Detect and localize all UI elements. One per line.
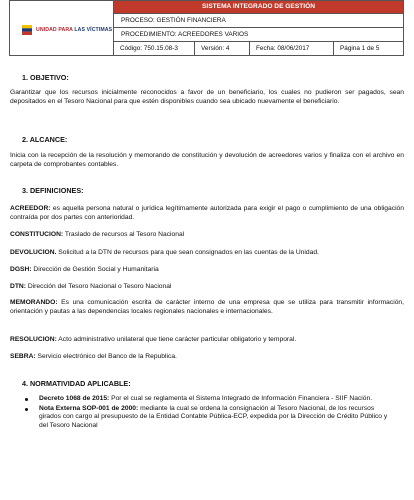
document-version: Versión: 4 <box>194 42 249 55</box>
norm-text: mediante la cual se ordena la consignación al Tesoro Nacional, de los recursos girados con cargo al presupuesto de la Entidad Contable Pública-ECP, expedida por la Dirección de Crédito Público y del Tesoro Nacional <box>39 404 388 429</box>
logo-text <box>36 27 112 33</box>
section-text-objetivo: Garantizar que los recursos inicialmente reconocidos a favor de un beneficiario, los cuales no pudieron ser pagados, sean depositados en el Tesoro Nacional para que estén disponibles cuando sea ubicado nuevamente el beneficiario. <box>10 89 404 105</box>
definition-item <box>10 353 404 362</box>
section-heading-alcance: 2. ALCANCE: <box>22 135 68 144</box>
system-title: SISTEMA INTEGRADO DE GESTIÓN <box>114 1 403 13</box>
section-heading-normatividad: 4. NORMATIVIDAD APLICABLE: <box>22 379 131 388</box>
definition-item <box>10 299 404 316</box>
logo-text-part2: LAS VÍCTIMAS <box>74 27 113 33</box>
definition-text: Solicitud a la DTN de recursos para que sean consignados en las cuentas de la Unidad. <box>56 249 319 256</box>
definition-item <box>10 231 404 240</box>
bullet-icon <box>25 398 28 401</box>
entity-logo <box>10 1 114 55</box>
definition-term: DEVOLUCION. <box>10 249 57 256</box>
section-heading-objetivo: 1. OBJETIVO: <box>22 73 69 82</box>
section-text-alcance: Inicia con la recepción de la resolución y memorando de constitución y devolución de acreedores varios y finaliza con el archivo en carpeta de comprobantes contables. <box>10 152 404 168</box>
definition-term: CONSTITUCION: <box>10 231 64 238</box>
definition-term: DGSH: <box>10 266 32 273</box>
definition-item <box>10 336 404 345</box>
logo-text-part1: UNIDAD PARA <box>36 27 75 33</box>
document-date: Fecha: 08/06/2017 <box>249 42 333 55</box>
definition-item <box>10 283 404 292</box>
definition-text: Dirección de Gestión Social y Humanitaria <box>31 266 159 273</box>
bullet-icon <box>25 408 28 411</box>
process-label: PROCESO: GESTIÓN FINANCIERA <box>114 13 403 27</box>
definition-text: Dirección del Tesoro Nacional o Tesoro Nacional <box>25 283 172 290</box>
norm-term: Decreto 1068 de 2015: <box>39 395 110 402</box>
definition-item <box>10 249 404 258</box>
definition-text: Es una comunicación escrita de carácter interno de una empresa que se utiliza para transmitir información, orientación y pautas a las dependencias locales regionales nacionales e internacionales. <box>10 299 404 315</box>
norm-term: Nota Externa SOP-001 de 2000: <box>39 404 139 412</box>
definition-item <box>10 205 404 222</box>
procedure-label: PROCEDIMIENTO: ACREEDORES VARIOS <box>114 27 403 41</box>
definition-text: es aquella persona natural o jurídica legítimamente autorizada para exigir el pago o cumplimiento de una obligación contraída por dos partes con anterioridad. <box>10 205 404 221</box>
definition-term: DTN: <box>10 283 26 290</box>
page-number: Página 1 de 5 <box>333 42 403 55</box>
document-meta-row <box>114 41 403 55</box>
definition-term: SEBRA: <box>10 353 36 360</box>
list-item <box>23 405 393 431</box>
definition-term: RESOLUCION: <box>10 336 57 343</box>
definition-term: MEMORANDO: <box>10 299 58 306</box>
section-heading-definiciones: 3. DEFINICIONES: <box>22 186 84 195</box>
document-header <box>9 0 404 56</box>
normatividad-list <box>23 395 393 431</box>
definition-text: Acto administrativo unilateral que tiene carácter particular obligatorio y temporal. <box>56 336 297 343</box>
definition-text: Servicio electrónico del Banco de la Republica. <box>35 353 177 360</box>
definition-item <box>10 266 404 275</box>
shield-icon <box>21 24 33 36</box>
list-item <box>23 395 393 404</box>
definition-text: Traslado de recursos al Tesoro Nacional <box>63 231 185 238</box>
norm-text: Por el cual se reglamenta el Sistema Integrado de Información Financiera - SIIF Nación. <box>109 395 373 402</box>
document-code: Código: 750.15.08-3 <box>120 45 178 52</box>
definition-term: ACREEDOR: <box>10 205 51 212</box>
